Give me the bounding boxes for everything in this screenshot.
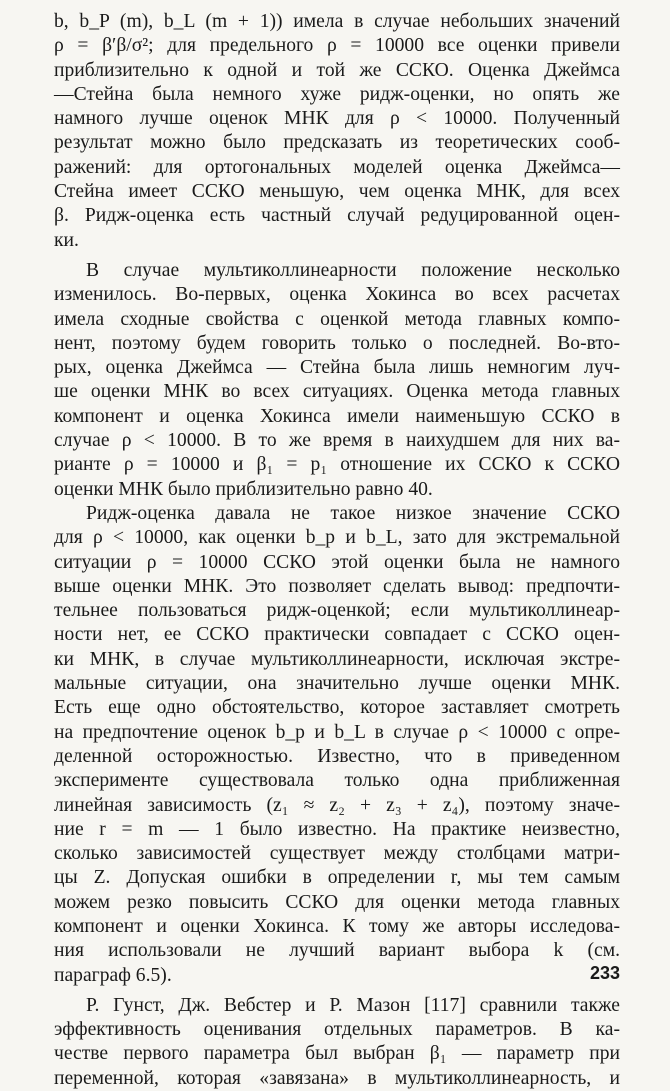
paragraph-4 [54,994,620,1091]
text-line: тельнее пользоваться ридж-оценкой; если мультиколлинеар- [54,600,620,622]
text-line: линейная зависимость (z₁ ≈ z₂ + z₃ + z₄), поэтому значе- [54,794,620,816]
text-line: деленной осторожностью. Известно, что в приведенном [54,745,620,767]
text-line: компонент и оценка Хокинса имели наименьшую ССКО в [54,405,620,427]
page-number: 233 [589,963,620,983]
text-line: приблизительно к одной и той же ССКО. Оценка Джеймса [54,59,620,81]
text-line: ситуации ρ = 10000 ССКО этой оценки была не намного [54,551,620,573]
text-line: для ρ < 10000, как оценки b_p и b_L, зато для экстремальной [54,527,620,549]
text-line: случае ρ < 10000. В то же время в наихудшем для них ва- [54,430,620,452]
text-line: Р. Гунст, Дж. Вебстер и Р. Мазон [117] сравнили также [86,994,620,1016]
text-line: ки. [54,229,79,251]
paragraph-2 [54,259,620,502]
text-line: эффективность оценивания отдельных параметров. В ка- [54,1019,620,1041]
text-line: ние r = m — 1 было известно. На практике неизвестно, [54,818,620,840]
text-line: рых, оценка Джеймса — Стейна была лишь немногим луч- [54,357,620,379]
text-line: результат можно было предсказать из теоретических сооб- [54,132,620,154]
text-line: ки МНК, в случае мультиколлинеарности, исключая экстре- [54,648,620,670]
text-line: нент, поэтому будем говорить только о последней. Во-вто- [54,332,620,354]
text-line: Стейна имеет ССКО меньшую, чем оценка МНК, для всех [54,181,620,203]
text-line: рианте ρ = 10000 и β₁ = p₁ отношение их ССКО к ССКО [54,454,620,476]
text-line: компонент и оценки Хокинса. К тому же авторы исследова- [54,915,620,937]
text-line: оценки МНК было приблизительно равно 40. [54,478,433,500]
text-line: изменилось. Во-первых, оценка Хокинса во всех расчетах [54,284,620,306]
text-line: переменной, которая «завязана» в мультиколлинеарность, и [54,1067,620,1089]
text-line: ше оценки МНК во всех ситуациях. Оценка метода главных [54,381,620,403]
text-line: честве первого параметра был выбран β₁ — параметр при [54,1043,620,1065]
text-line: ρ = β′β/σ²; для предельного ρ = 10000 все оценки привели [54,35,620,57]
text-line: имела сходные свойства с оценкой метода главных компо- [54,308,620,330]
text-line: Ридж-оценка давала не такое низкое значение ССКО [86,502,620,524]
text-line: параграф 6.5). [54,964,172,986]
text-line: β. Ридж-оценка есть частный случай редуцированной оцен- [54,205,620,227]
paragraph-1 [54,10,620,253]
text-line: В случае мультиколлинеарности положение несколько [86,259,620,281]
text-line: b, b_P (m), b_L (m + 1)) имела в случае небольших значений [54,11,620,32]
text-line: мальные ситуации, она значительно лучше оценки МНК. [54,673,620,695]
text-line: выше оценки МНК. Это позволяет сделать вывод: предпочти- [54,575,620,597]
text-line: сколько зависимостей существует между столбцами матри- [54,843,620,865]
paragraph-3 [54,502,620,988]
text-line: на предпочтение оценок b_p и b_L в случае ρ < 10000 с опре- [54,721,620,743]
text-line: —Стейна была немного хуже ридж-оценки, но опять же [54,83,620,105]
page-body [54,10,620,1091]
text-line: намного лучше оценок МНК для ρ < 10000. Полученный [54,108,620,130]
text-line: можем резко повысить ССКО для оценки метода главных [54,891,620,913]
text-line: ности нет, ее ССКО практически совпадает с ССКО оцен- [54,624,620,646]
text-line: эксперименте существовала только одна приближенная [54,770,620,792]
text-line: Есть еще одно обстоятельство, которое заставляет смотреть [54,697,620,719]
text-line: ния использовали не лучший вариант выбора k (см. [54,940,620,962]
text-line: ражений: для ортогональных моделей оценка Джеймса— [54,156,620,178]
text-line: цы Z. Допуская ошибки в определении r, мы тем самым [54,867,620,889]
